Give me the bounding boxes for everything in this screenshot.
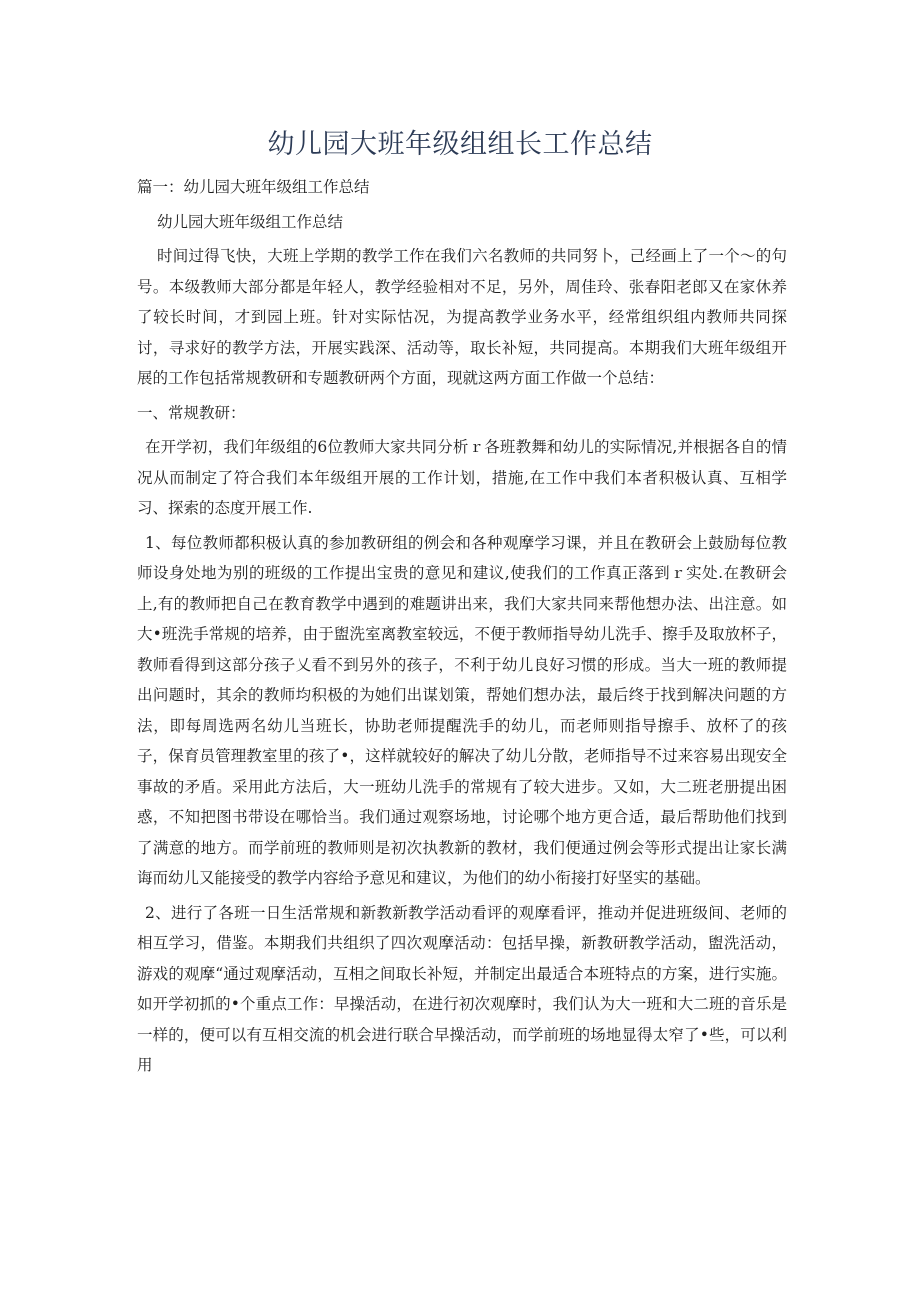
page-title: 幼儿园大班年级组组长工作总结: [267, 129, 653, 160]
subtitle: 幼儿园大班年级组工作总结: [157, 212, 344, 231]
paragraph: 1、每位教师都积极认真的参加教研组的例会和各种观摩学习课，并且在教研会上鼓励每位教师设身处地为别的班级的工作提出宝贵的意见和建议,使我们的工作真正落到ｒ实处.在教研会上,有的教师把自己在教育教学中遇到的难题讲出来，我们大家共同来帮他想办法、出注意。如大•班洗手常规的培养，由于盥洗室离教室较远，不便于教师指导幼儿洗手、擦手及取放杯子，教师看得到这部分孩子乂看不到另外的孩子，不利于幼儿良好习惯的形成。当大一班的教师提出问题时，其余的教师均积极的为她们出谋划策，帮她们想办法，最后终于找到解决问题的方法，即每周选两名幼儿当班长，协助老师提醒洗手的幼儿，而老师则指导擦手、放杯了的孩子，保育员管理教室里的孩了•，这样就较好的解决了幼儿分散，老师指导不过来容易出现安全事故的矛盾。采用此方法后，大一班幼儿洗手的常规有了较大进步。又如，大二班老册提出困惑，不知把图书带设在哪恰当。我们通过观察场地，讨论哪个地方更合适，最后帮助他们找到了满意的地方。而学前班的教师则是初次执教新的教材，我们便通过例会等形式提出让家长满诲而幼儿又能接受的教学内容给予意见和建议，为他们的幼小衔接打好坚实的基础。: [137, 533, 787, 887]
section-heading: 一、常规教研：: [137, 403, 246, 422]
paragraph: 时间过得飞快，大班上学期的教学工作在我们六名教师的共同努卜，己经画上了一个～的句号。本级教师大部分都是年轻人，教学经验相对不足，另外，周佳玲、张春阳老郎又在家休养了较长时间，才到园上班。针对实际怙况，为提高教学业务水平，经常组织组内教师共同探讨，寻求好的教学方法，开展实践深、活动等，取长补短，共同提高。本期我们大班年级组开展的工作包括常规教研和专题教研两个方面，现就这两方面工作做一个总结：: [137, 247, 787, 387]
paragraph: 在开学初，我们年级组的6位教师大家共同分析ｒ各班教舞和幼儿的实际情况,并根据各自的情况从而制定了符合我们本年级组开展的工作计划，措施,在工作中我们本者积极认真、互相学习、探索的态度开展工作.: [137, 438, 787, 517]
document-body: [137, 172, 787, 1085]
paragraph: 2、进行了各班一日生活常规和新教新教学活动看评的观摩看评，推动并促进班级间、老师的相互学习，借鉴。本期我们共组织了四次观摩活动：包括早操，新教研教学活动，盥洗活动，游戏的观摩“通过观摩活动，互相之间取长补短，并制定出最适合本班特点的方案，进行实施。如开学初抓的•个重点工作：早操活动，在进行初次观摩时，我们认为大一班和大二班的音乐是一样的，便可以有互相交流的机会进行联合早操活动，而学前班的场地显得太窄了•些，可以利用: [137, 903, 787, 1074]
section-heading: 篇一：幼儿园大班年级组工作总结: [137, 178, 370, 196]
